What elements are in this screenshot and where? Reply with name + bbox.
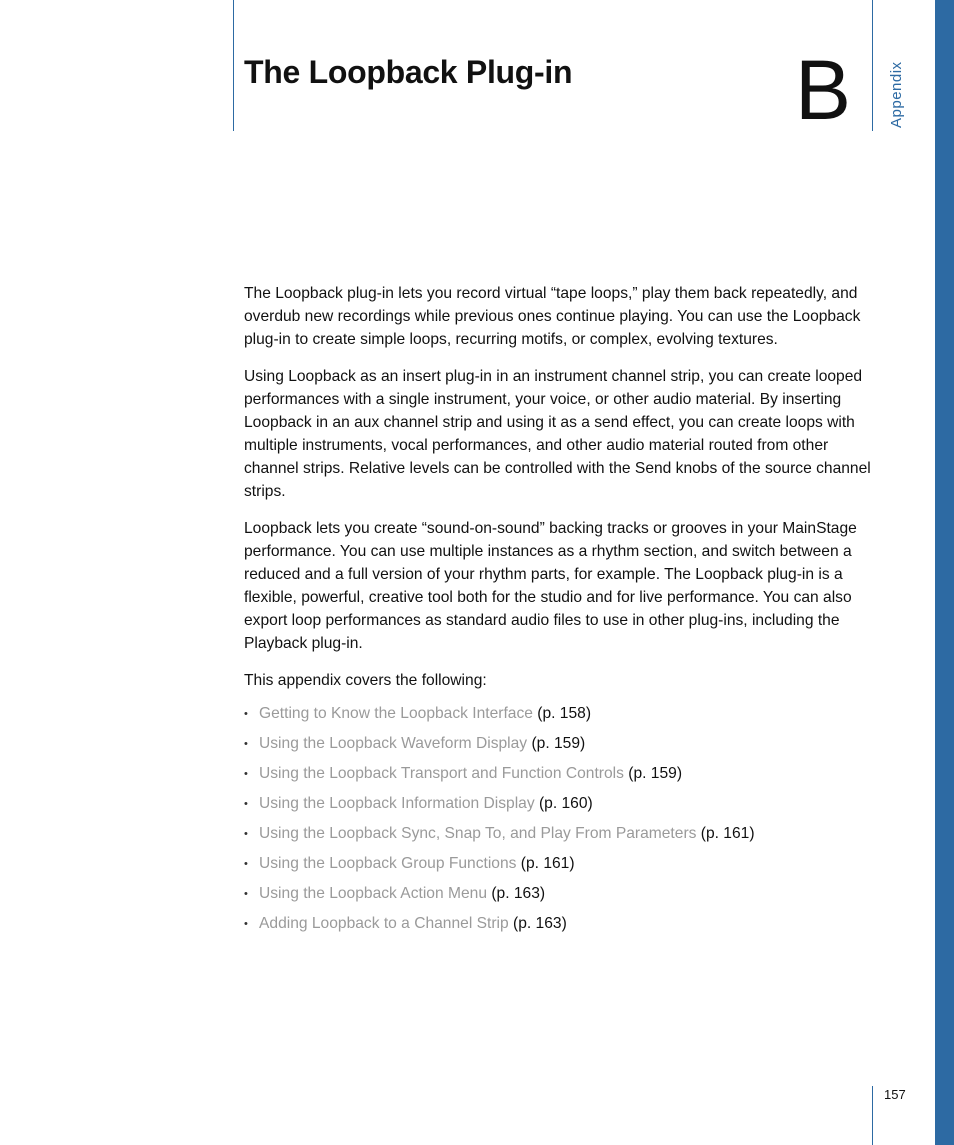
toc-page-ref: (p. 158) [537,705,592,722]
bullet-icon: • [244,918,248,930]
body-content [244,282,876,939]
appendix-letter: B [795,43,852,137]
toc-intro: This appendix covers the following: [244,672,487,689]
toc-page-ref: (p. 160) [538,795,593,812]
header-right-rule [872,0,873,131]
toc-item [244,729,876,759]
toc-item [244,699,876,729]
header-left-rule [233,0,234,131]
toc-link[interactable]: Using the Loopback Group Functions [259,855,517,872]
bullet-icon: • [244,858,248,870]
toc-link[interactable]: Using the Loopback Information Display [259,795,535,812]
bullet-icon: • [244,798,248,810]
toc-link[interactable]: Adding Loopback to a Channel Strip [259,915,509,932]
toc-link[interactable]: Using the Loopback Sync, Snap To, and Play From Parameters [259,825,697,842]
paragraph: Using Loopback as an insert plug-in in an instrument channel strip, you can create looped performances with a single instrument, your voice, or other audio material. By inserting Loopback in an aux channel strip and using it as a send effect, you can create loops with multiple instruments, vocal performances, and other audio material routed from other channel strips. Relative levels can be controlled with the Send knobs of the source channel strips. [244,368,871,500]
footer-rule [872,1086,873,1145]
bullet-icon: • [244,708,248,720]
chapter-title: The Loopback Plug-in [244,54,573,90]
toc-item [244,789,876,819]
toc-item [244,849,876,879]
toc-page-ref: (p. 159) [628,765,683,782]
toc-page-ref: (p. 159) [531,735,586,752]
toc-link[interactable]: Using the Loopback Transport and Function Controls [259,765,624,782]
paragraph: Loopback lets you create “sound-on-sound” backing tracks or grooves in your MainStage performance. You can use multiple instances as a rhythm section, and switch between a reduced and a full version of your rhythm parts, for example. The Loopback plug-in is a flexible, powerful, creative tool both for the studio and for live performance. You can also export loop performances as standard audio files to use in other plug-ins, including the Playback plug-in. [244,520,857,652]
toc-item [244,759,876,789]
toc-page-ref: (p. 161) [520,855,575,872]
toc-link[interactable]: Getting to Know the Loopback Interface [259,705,533,722]
page-number: 157 [884,1087,906,1102]
toc-item [244,819,876,849]
toc-item [244,879,876,909]
toc-page-ref: (p. 163) [513,915,567,932]
appendix-label: Appendix [888,61,905,128]
toc-link[interactable]: Using the Loopback Waveform Display [259,735,528,752]
bullet-icon: • [244,828,248,840]
toc-list [244,699,876,939]
paragraph: The Loopback plug-in lets you record virtual “tape loops,” play them back repeatedly, and overdub new recordings while previous ones continue playing. You can use the Loopback plug-in to create simple loops, recurring motifs, or complex, evolving textures. [244,285,861,348]
side-accent-bar [935,0,954,1145]
toc-page-ref: (p. 161) [700,825,755,842]
toc-link[interactable]: Using the Loopback Action Menu [259,885,487,902]
toc-page-ref: (p. 163) [491,885,546,902]
bullet-icon: • [244,738,248,750]
bullet-icon: • [244,888,248,900]
bullet-icon: • [244,768,248,780]
toc-item [244,909,876,939]
